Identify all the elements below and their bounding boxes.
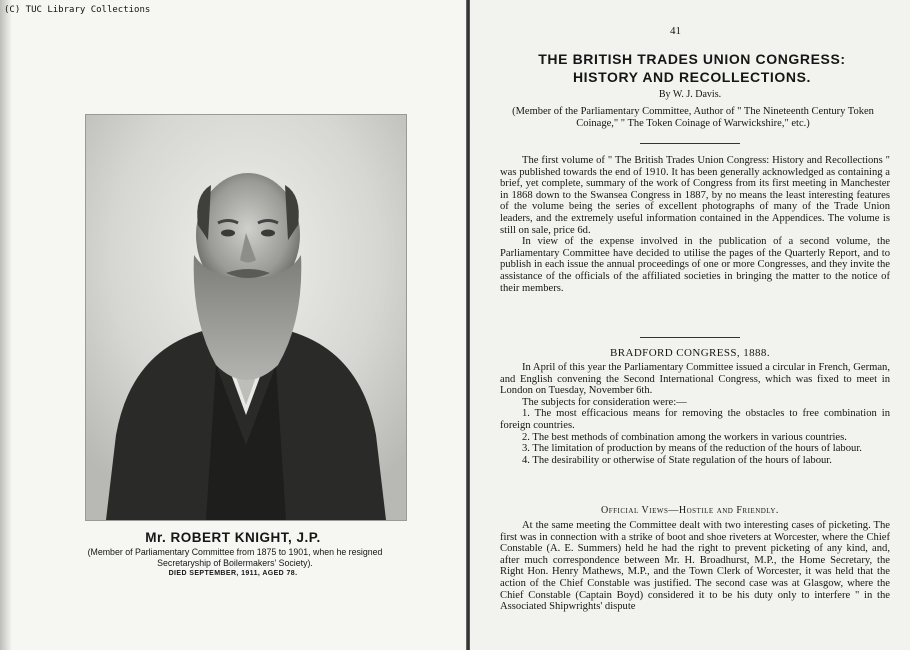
portrait-illustration	[86, 115, 406, 520]
intro-text	[500, 155, 890, 294]
portrait-caption-died: DIED SEPTEMBER, 1911, AGED 78.	[168, 570, 298, 577]
paragraph-4: The subjects for consideration were:—	[522, 396, 687, 408]
paragraph-5: At the same meeting the Committee dealt with two interesting cases of picketing. The first was in connection with a strike of boot and shoe riveters at Worcester, where the Chief Constable (A. E. Summers) held he had the right to prevent picketing of any kind, and, after much correspondence between Mr. H. Broadhurst, M.P., the Home Secretary, the Right Hon. Henry Mathews, M.P., and the Town Clerk of Worcester, it was held that the action of the Chief Constable was justified. The second case was at Glasgow, where the Chief Constable (Captain Boyd) considered it to be his duty only to interfere " in the Associated Shipwrights' dispute	[500, 520, 890, 613]
portrait-photograph	[85, 114, 407, 521]
paragraph-2: In view of the expense involved in the publication of a second volume, the Parliamentary Committee have decided to utilise the pages of the Quarterly Report, and to publish in each issue the annual proceedings of one or more Congresses, and they invite the assistance of the officials of the affiliated societies in bringing the matter to the notice of their members.	[500, 236, 890, 294]
portrait-caption-name: Mr. ROBERT KNIGHT, J.P.	[145, 530, 321, 545]
section-heading: BRADFORD CONGRESS, 1888.	[610, 347, 770, 359]
list-item-4: 4. The desirability or otherwise of State regulation of the hours of labour.	[522, 454, 832, 466]
divider-rule	[640, 143, 740, 144]
title-line-2: HISTORY AND RECOLLECTIONS.	[572, 69, 812, 85]
right-page	[470, 0, 910, 650]
portrait-caption-note: (Member of Parliamentary Committee from 1875 to 1901, when he resigned Secretaryship of Boilermakers' Society).	[87, 547, 383, 568]
page-number: 41	[670, 25, 681, 37]
sub-heading: Official Views—Hostile and Friendly.	[601, 505, 779, 516]
bradford-text	[500, 362, 890, 466]
article-title	[492, 50, 892, 86]
copyright-credit: (C) TUC Library Collections	[4, 5, 151, 15]
title-line-1: THE BRITISH TRADES UNION CONGRESS:	[538, 51, 846, 67]
picketing-text	[500, 520, 890, 613]
author-note: (Member of the Parliamentary Committee, Author of " The Nineteenth Century Token Coinage," " The Token Coinage of Warwickshire," etc.)	[512, 106, 874, 129]
list-item-3: 3. The limitation of production by means of the reduction of the hours of labour.	[522, 443, 862, 455]
paragraph-3: In April of this year the Parliamentary Committee issued a circular in French, German, and English convening the Second International Congress, which was fixed to meet in London on Tuesday, November 6th.	[500, 362, 890, 397]
article-author: By W. J. Davis.	[658, 89, 722, 100]
page-edge-shadow	[0, 0, 12, 650]
paragraph-1: The first volume of " The British Trades Union Congress: History and Recollections " was published towards the end of 1910. It has been generally acknowledged as containing a brief, yet complete, summary of the work of Congress from its first meeting in Manchester in 1868 down to the Swansea Congress in 1887, by no means the least interesting features of the volume being the series of excellent photographs of many of the Trade Union leaders, and the extremely useful information contained in the Appendices. The volume is still on sale, price 6d.	[500, 155, 890, 236]
list-item-2: 2. The best methods of combination among the workers in various countries.	[522, 431, 847, 443]
divider-rule	[640, 337, 740, 338]
list-item-1: 1. The most efficacious means for removing the obstacles to free combination in foreign countries.	[500, 408, 890, 431]
